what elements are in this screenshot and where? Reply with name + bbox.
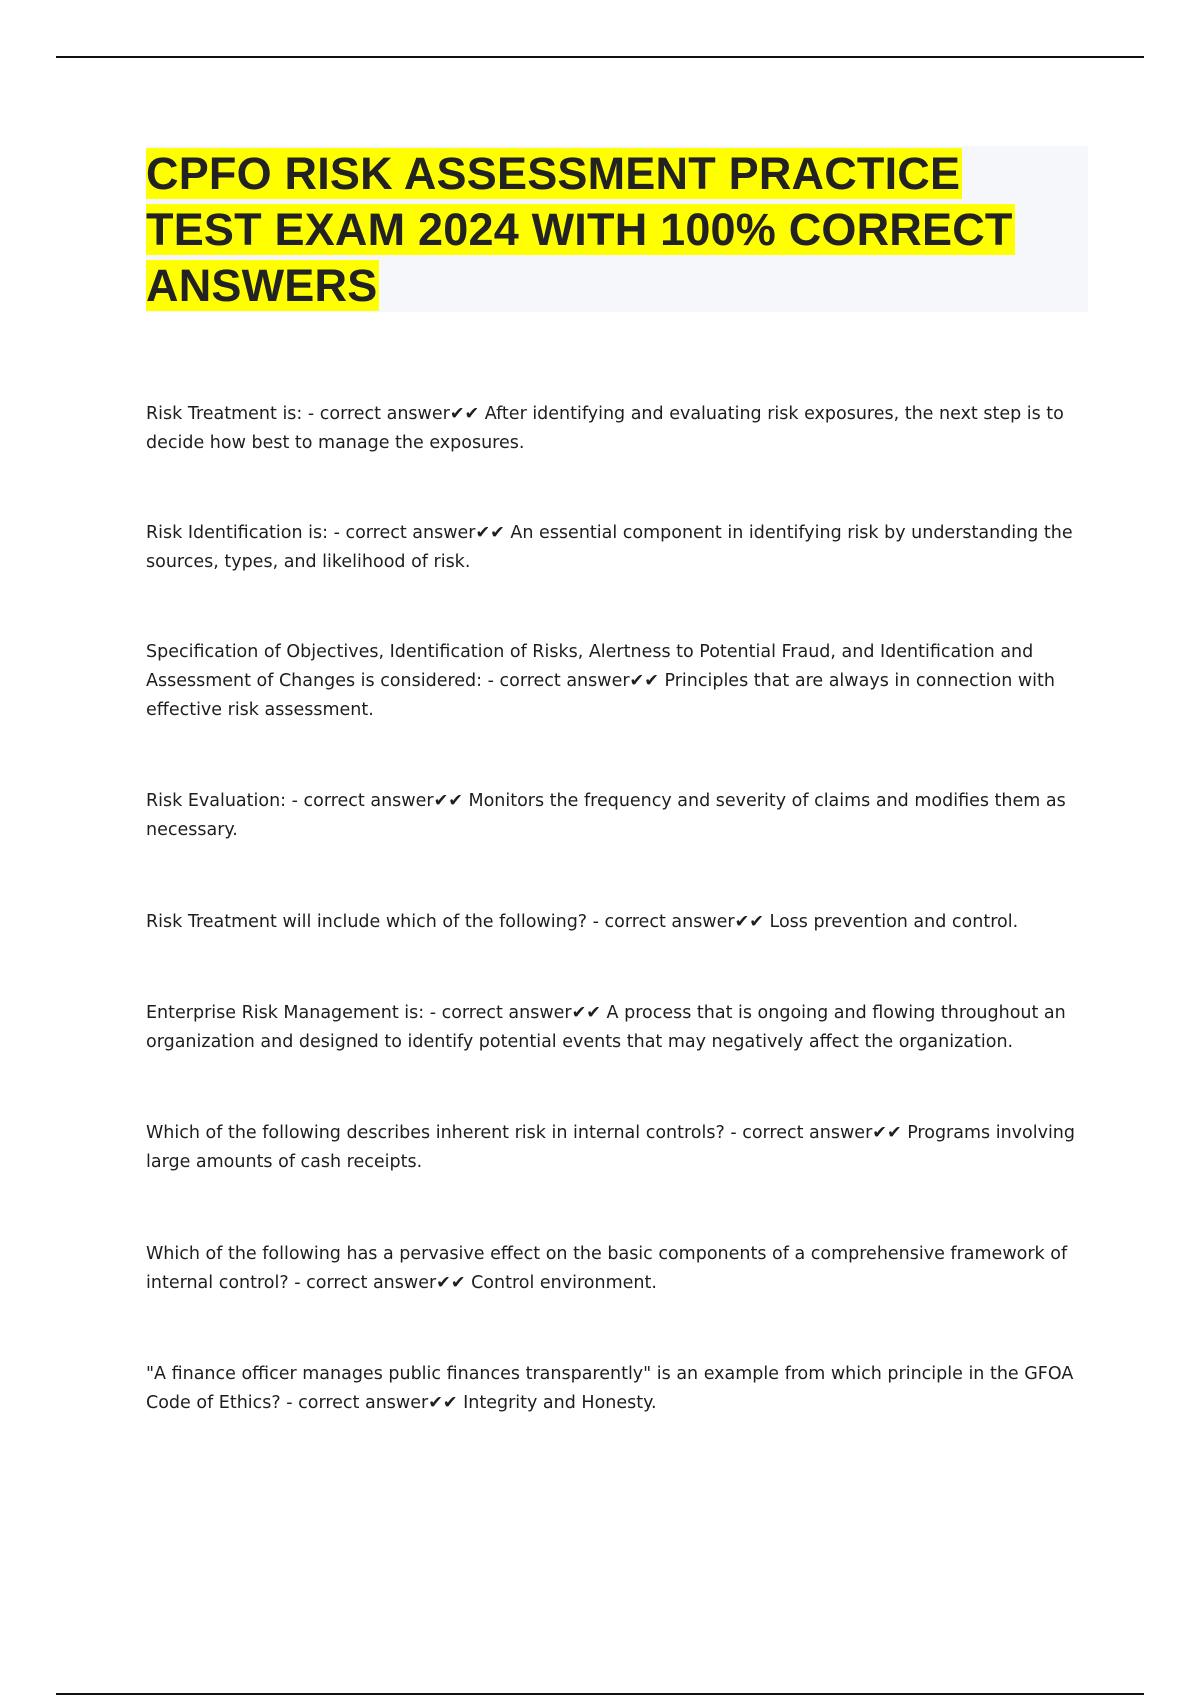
answer-text: An essential component in identifying risk by understanding the sources, types, and likelihood of risk. <box>146 523 1073 572</box>
qa-item <box>146 400 1086 492</box>
answer-separator: - correct answer <box>302 404 450 424</box>
answer-text: Principles that are always in connection with effective risk assessment. <box>146 671 1055 720</box>
answer-separator: - correct answer <box>724 1123 873 1143</box>
answer-text: After identifying and evaluating risk exposures, the next step is to decide how best to manage the exposures. <box>146 404 1064 453</box>
answer-separator: - correct answer <box>587 912 735 932</box>
check-mark-icon: ✔✔ <box>449 404 480 424</box>
answer-separator: - correct answer <box>328 523 476 543</box>
check-mark-icon: ✔✔ <box>571 1003 601 1023</box>
title-block <box>146 146 1088 312</box>
qa-item <box>146 787 1086 908</box>
check-mark-icon: ✔✔ <box>872 1123 902 1143</box>
qa-item <box>146 1360 1086 1418</box>
answer-separator: - correct answer <box>286 791 434 811</box>
check-mark-icon: ✔✔ <box>629 671 659 691</box>
question-text: "A finance officer manages public finances transparently" is an example from which principle in the GFOA Code of Ethics? <box>146 1364 1074 1413</box>
question-text: Risk Identification is: <box>146 523 329 543</box>
question-text: Risk Treatment is: <box>146 404 303 424</box>
top-rule <box>56 56 1144 58</box>
question-text: Risk Treatment will include which of the following? <box>146 912 588 932</box>
check-mark-icon: ✔✔ <box>734 912 764 932</box>
check-mark-icon: ✔✔ <box>433 791 463 811</box>
bottom-rule <box>56 1693 1144 1695</box>
answer-separator: - correct answer <box>424 1003 572 1023</box>
answer-text: Loss prevention and control. <box>769 912 1019 932</box>
qa-item <box>146 999 1086 1119</box>
question-text: Which of the following describes inherent risk in internal controls? <box>146 1123 725 1143</box>
answer-separator: - correct answer <box>288 1273 437 1293</box>
answer-text: Control environment. <box>471 1273 657 1293</box>
answer-text: A process that is ongoing and flowing throughout an organization and designed to identify potential events that may negatively affect the organization. <box>146 1003 1066 1052</box>
answer-separator: - correct answer <box>280 1393 429 1413</box>
check-mark-icon: ✔✔ <box>436 1273 466 1293</box>
question-text: Enterprise Risk Management is: <box>146 1003 425 1023</box>
answer-text: Monitors the frequency and severity of claims and modifies them as necessary. <box>146 791 1066 840</box>
qa-item <box>146 519 1086 638</box>
question-text: Which of the following has a pervasive effect on the basic components of a comprehensive framework of internal control? <box>146 1244 1068 1293</box>
title-highlight: CPFO RISK ASSESSMENT PRACTICE TEST EXAM 2024 WITH 100% CORRECT ANSWERS <box>146 148 1013 311</box>
qa-item <box>146 1119 1086 1240</box>
qa-item <box>146 1240 1086 1360</box>
answer-separator: - correct answer <box>482 671 630 691</box>
check-mark-icon: ✔✔ <box>428 1393 458 1413</box>
answer-text: Programs involving large amounts of cash receipts. <box>146 1123 1076 1172</box>
answer-text: Integrity and Honesty. <box>463 1393 657 1413</box>
document-title <box>146 146 1088 314</box>
question-text: Risk Evaluation: <box>146 791 287 811</box>
check-mark-icon: ✔✔ <box>475 523 505 543</box>
qa-list <box>146 400 1086 1418</box>
qa-item <box>146 908 1086 999</box>
qa-item <box>146 638 1086 787</box>
question-text: Specification of Objectives, Identification of Risks, Alertness to Potential Fraud, and Identification and Assessment of Changes is considered: <box>146 642 1034 691</box>
